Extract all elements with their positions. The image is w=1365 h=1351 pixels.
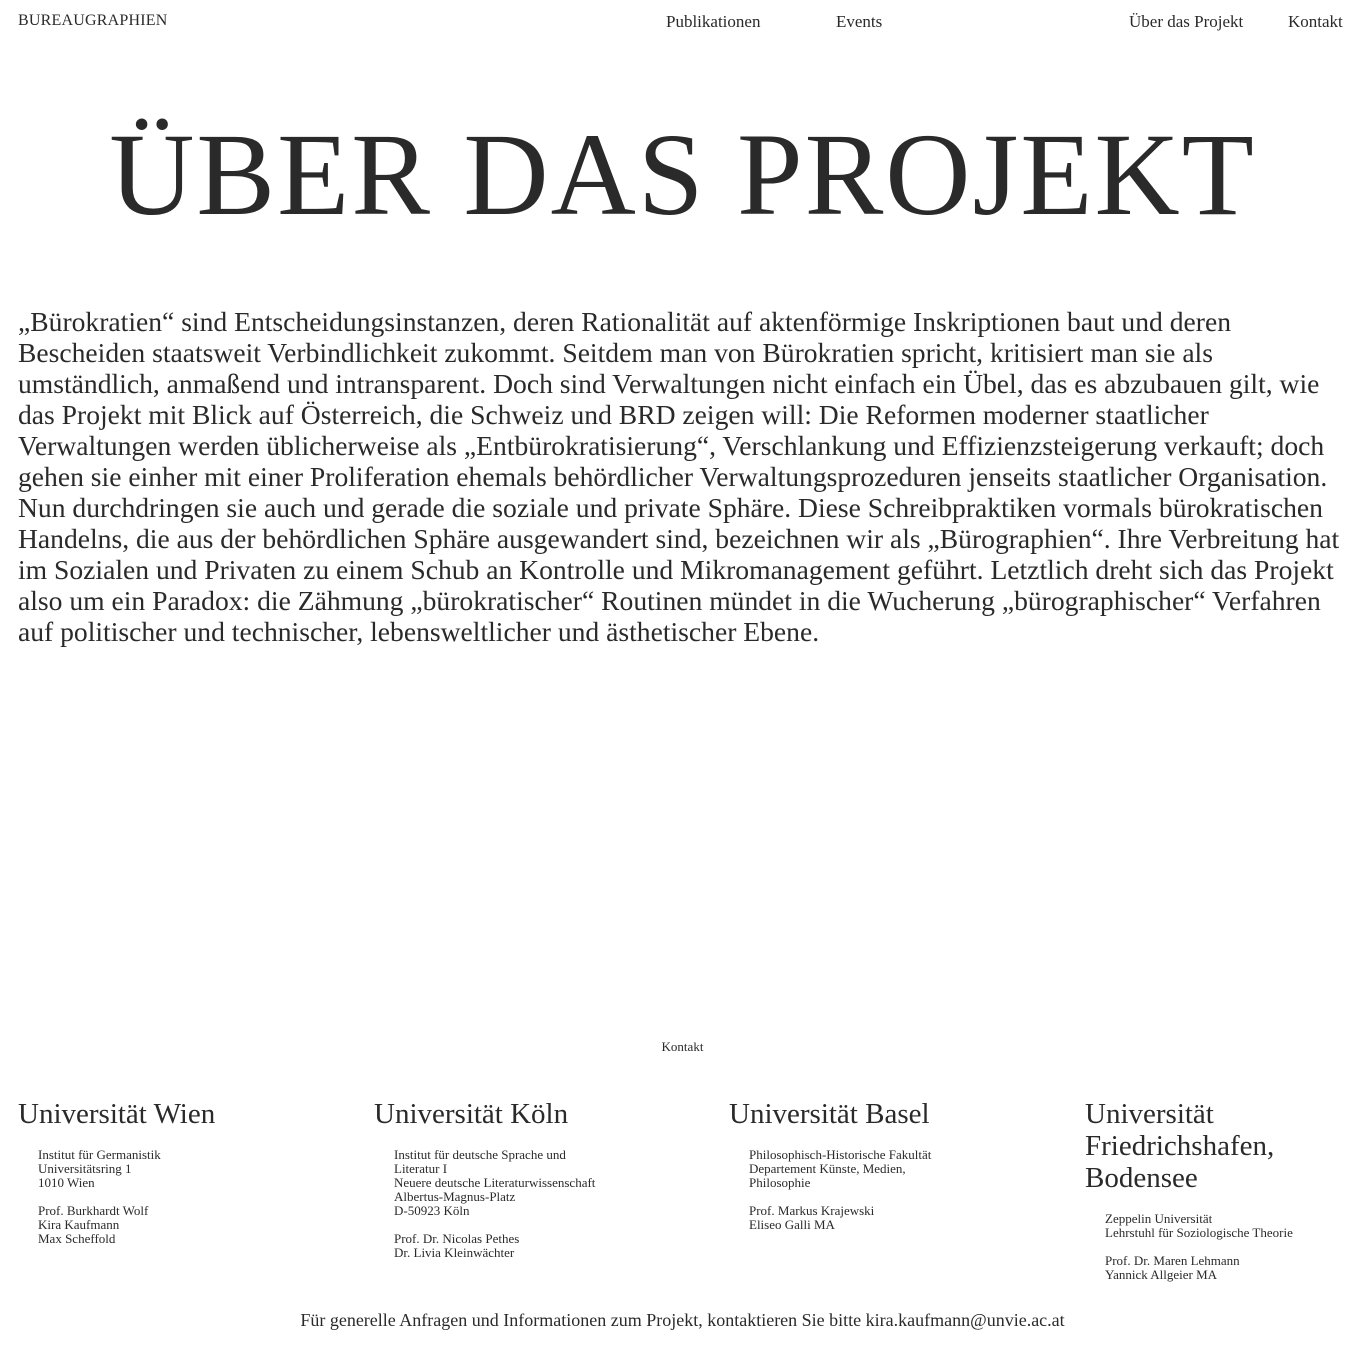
nav-link-publikationen[interactable]: Publikationen <box>666 12 761 31</box>
contact-note <box>0 1310 1365 1331</box>
university-name: Universität Köln <box>374 1098 569 1130</box>
university-address: Philosophisch-Historische Fakultät Departement Künste, Medien, Philosophie <box>749 1147 932 1190</box>
university-koeln <box>374 1098 674 1274</box>
university-people: Prof. Dr. Nicolas Pethes Dr. Livia Kleinwächter <box>394 1231 520 1260</box>
university-address: Institut für deutsche Sprache und Literatur I Neuere deutsche Literaturwissenschaft Albertus-Magnus-Platz D-50923 Köln <box>394 1147 596 1218</box>
university-name: Universität Friedrichshafen, Bodensee <box>1085 1098 1275 1194</box>
page-title: ÜBER DAS PROJEKT <box>109 109 1256 240</box>
project-description: „Bürokratien“ sind Entscheidungsinstanzen, deren Rationalität auf aktenförmige Inskriptionen baut und deren Bescheiden staatsweit Verbindlichkeit zukommt. Seitdem man von Bürokratien spricht, kritisiert man sie als umständlich, anmaßend und intransparent. Doch sind Verwaltungen nicht einfach ein Übel, das es abzubauen gilt, wie das Projekt mit Blick auf Österreich, die Schweiz und BRD zeigen will: Die Reformen moderner staatlicher Verwaltungen werden üblicherweise als „Entbürokratisierung“, Verschlankung und Effizienzsteigerung verkauft; doch gehen sie einher mit einer Proliferation ehemals behördlicher Verwaltungsprozeduren jenseits staatlicher Organisation. Nun durchdringen sie auch und gerade die soziale und private Sphäre. Diese Schreibpraktiken vormals bürokratischen Handelns, die aus der behördlichen Sphäre ausgewandert sind, bezeichnen wir als „Bürographien“. Ihre Verbreitung hat im Sozialen und Privaten zu einem Schub an Kontrolle und Mikromanagement geführt. Letztlich dreht sich das Projekt also um ein Paradox: die Zähmung „bürokratischer“ Routinen mündet in die Wucherung „bürographischer“ Verfahren auf politischer und technischer, lebensweltlicher und ästhetischer Ebene. <box>18 306 1340 647</box>
university-wien <box>18 1098 318 1260</box>
university-people: Prof. Dr. Maren Lehmann Yannick Allgeier MA <box>1105 1253 1240 1282</box>
nav-link-ueber-das-projekt[interactable]: Über das Projekt <box>1129 12 1244 31</box>
contact-email-link[interactable]: kira.kaufmann@unvie.ac.at <box>865 1310 1065 1330</box>
contact-note-text: Für generelle Anfragen und Informationen zum Projekt, kontaktieren Sie bitte <box>300 1310 866 1330</box>
university-people: Prof. Burkhardt Wolf Kira Kaufmann Max Scheffold <box>38 1203 149 1246</box>
brand-logo-link[interactable]: BUREAUGRAPHIEN <box>18 12 168 29</box>
nav-link-kontakt[interactable]: Kontakt <box>1288 12 1343 31</box>
university-name: Universität Basel <box>729 1098 930 1130</box>
university-friedrichshafen <box>1085 1098 1365 1296</box>
university-address: Zeppelin Universität Lehrstuhl für Soziologische Theorie <box>1105 1211 1293 1240</box>
top-navigation <box>0 12 1365 36</box>
university-people: Prof. Markus Krajewski Eliseo Galli MA <box>749 1203 875 1232</box>
university-name: Universität Wien <box>18 1098 216 1130</box>
university-basel <box>729 1098 1029 1246</box>
university-address: Institut für Germanistik Universitätsring 1 1010 Wien <box>38 1147 161 1190</box>
footer-heading-kontakt: Kontakt <box>661 1039 704 1054</box>
nav-link-events[interactable]: Events <box>836 12 883 31</box>
